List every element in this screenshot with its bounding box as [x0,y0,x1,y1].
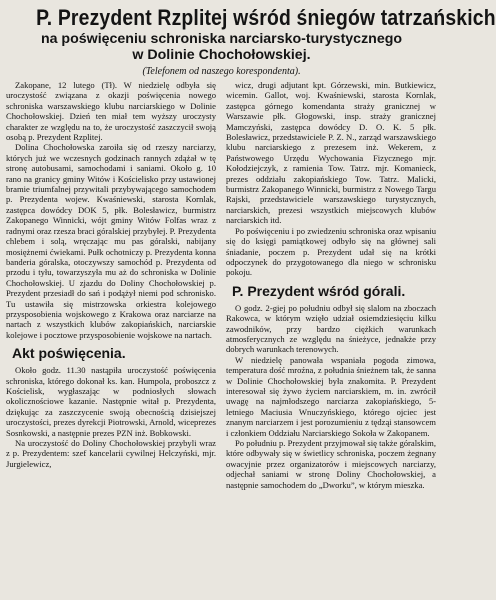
paragraph: W niedzielę panowała wspaniała pogoda zimowa, temperatura dość mroźna, z południa śnieżnem tak, że sanna w Dolinie Chochołowskiej była znakomita. P. Prezydent interesował się żywo życiem narciarskiem, m. in. zwrócił uwagę na najmłodszego narciarza zakopiańskiego, 5-letniego Maciusia Wnuczyńskiego, którego ojciec jest znanym narciarzem i jest porozumieniu z tędząi stansowcem i członkiem Oddziału Narciarskiego Sokoła w Zakopanem. [226,354,436,438]
subhead-line-2: w Dolinie Chochołowskiej. [132,47,311,63]
paragraph: wicz, drugi adjutant kpt. Górzewski, min. Butkiewicz, wicemin. Gallot, woj. Kwaśniewski, starosta Kornlak, zastępca górnego komendanta straży granicznej w Warszawie płk. Głogowski, insp. straży granicznej Mamczyński, zastępca dowódcy D. O. K. 5 płk. Bolesławicz, przedstawiciele P. Z. N., zarząd warszawskiego klubu narciarskiego z prezesem inż. Wekerem, z Państwowego Urzędu Wychowania Fizycznego mjr. Kołodziejczyk, z ramienia Tow. Tatrz. mjr. Komanieck, prezes oddziału zakopiańskiego Tow. Tatrz. Malicki, burmistrz Zakopanego Winnicki, burmistrz z Nowego Targu Rajski, przedstawiciele warszawskiego turystycznych, narciarskich, prezesi wszystkich miejscowych klubów narciarskich itd. [226,80,436,226]
subhead-line-1: na poświęceniu schroniska narciarsko-turystycznego [40,31,403,47]
article-columns [6,80,437,490]
paragraph: Dolina Chochołowska zaroiła się od rzeszy narciarzy, których już we wczesnych godzinach rannych zdążał w tę stronę autobusami, samochodami i saniami. Około g. 10 rano na granicy gminy Witów i Kościelisko przy ustawionej bramie triumfalnej przywitali przybywającego samochodem p. Prezydenta wojew. Kwaśniewski, starosta Kornlak, zastępca dowódcy DOK 5, płk. Bolesławicz, burmistrz Zakopanego Winnicki, wójt gminy Witów Folfas wraz z radnymi oraz rzesza braci góralskiej przybyłej. P. Prezydenta chlebem i solą, wręczając mu pas góralski, nabijany mosiężnemi ćwiekami. Pułk ochotniczy p. Prezydenta konna banderia góralska, otoczywszy samochód p. Prezydenta od przodu i tyłu, towarzyszyła mu aż do schroniska w Dolinie Chochołowskiej. U zjazdu do Doliny Chochołowskiej p. Prezydent przesiadł do sań i podążył niemi pod schronisko. Tu ustawiła się mistrzowska orkiestra kolejowego przysposobienia wojskowego z Krakowa oraz narciarze na nartach z wszystkich klubów zakopiańskich, narciarskie kolejowe i pocztowe przysposobienie wojskowe na nartach. [6,142,216,340]
dateline: (Telefonem od naszego korespondenta). [142,66,301,77]
paragraph: Około godz. 11.30 nastąpiła uroczystość poświęcenia schroniska, którego dokonał ks. kan. Humpola, proboszcz z Kościelisk, wygłaszając w podniosłych słowach okolicznościowe kazanie. Następnie witał p. Prezydenta, dziękując za zaszczycenie swoją obecnością dzisiejszej uroczystości, prezes dyrekcji Piotrowski, Arnold, wiceprezes Sosnkowski, a następnie prezes PZN inż. Bobkowski. [6,365,216,438]
right-column [226,80,436,490]
section-heading-highlanders: P. Prezydent wśród górali. [232,282,406,299]
paragraph: Po południu p. Prezydent przyjmował się także góralskim, które odbywały się w świetlicy schroniska, poczem żegnany owacyjnie przez organizatorów i miejscowych narciarzy, odjechał saniami w stronę Doliny Chochołowskiej, a następnie samochodem do „Dworku”, w którym mieszka. [226,438,436,490]
paragraph: O godz. 2-giej po południu odbył się slalom na zboczach Rakowca, w którym wzięło udział osiemdziesięciu kilku zawodników, przy bardzo ciężkich warunkach atmosferycznych ze względu na śnieżyce, jednakże przy dobrych warunkach terenowych. [226,302,436,355]
section-heading-consecration: Akt poświęcenia. [12,345,126,362]
left-column [6,80,216,469]
paragraph: Zakopane, 12 lutego (Tł). W niedzielę odbyła się uroczystość związana z okazji poświęcenia nowego schroniska warszawskiego klubu narciarskiego w Dolinie Chochołowskiej. Dzień ten miał tem wyższy uroczysty charakter ze względu na to, że uroczystość zaszczycił swoją osobą p. Prezydent Rzplitej. [6,80,216,143]
paragraph: Na uroczystość do Doliny Chochołowskiej przybyli wraz z p. Prezydentem: szef kancelarii cywilnej Helczyński, mjr. Jurgielewicz, [6,438,216,469]
headline: P. Prezydent Rzplitej wśród śniegów tatrzańskich [36,5,496,30]
paragraph: Po poświęceniu i po zwiedzeniu schroniska oraz wpisaniu się do księgi pamiątkowej odbyło się na głównej sali śniadanie, poczem p. Prezydent udał się na krótki odpoczynek do przygotowanego dla niego w schronisku pokoju. [226,225,436,278]
